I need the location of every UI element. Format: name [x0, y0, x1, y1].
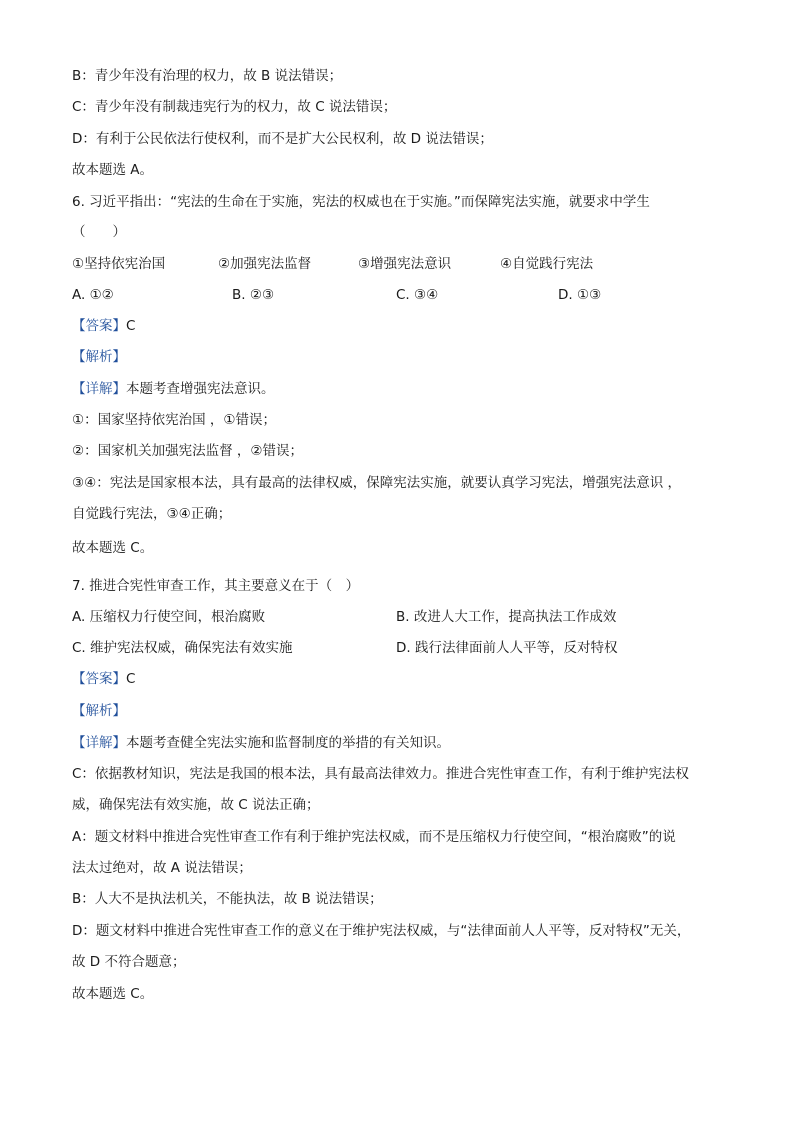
q6-item-2: ②加强宪法监督	[218, 256, 312, 272]
q6-detail	[72, 379, 275, 399]
q5-option-b-analysis: B：青少年没有治理的权力，故 B 说法错误；	[72, 68, 343, 84]
q5-option-d-analysis: D：有利于公民依法行使权利，而不是扩大公民权利，故 D 说法错误；	[72, 131, 493, 147]
q7-line-3: A：题文材料中推进合宪性审查工作有利于维护宪法权威，而不是压缩权力行使空间，“根治腐败”的说	[72, 829, 676, 845]
q6-analysis-tag: 【解析】	[72, 349, 126, 365]
q6-answer	[72, 316, 135, 336]
q7-detail	[72, 733, 450, 753]
q7-conclusion: 故本题选 C。	[72, 986, 154, 1002]
q7-line-7: 故 D 不符合题意；	[72, 954, 186, 970]
q6-option-d: D. ①③	[558, 287, 602, 303]
q7-option-c: C. 维护宪法权威，确保宪法有效实施	[72, 640, 293, 656]
q7-line-1: C：依据教材知识，宪法是我国的根本法，具有最高法律效力。推进合宪性审查工作，有利于维护宪法权	[72, 766, 689, 782]
q6-line-2: ②：国家机关加强宪法监督 ，②错误；	[72, 443, 303, 459]
answer-tag: 【答案】	[72, 671, 126, 687]
q6-item-1: ①坚持依宪治国	[72, 256, 166, 272]
detail-text: 本题考查增强宪法意识。	[126, 381, 275, 397]
detail-tag: 【详解】	[72, 735, 126, 751]
q7-answer	[72, 669, 135, 689]
q5-option-c-analysis: C：青少年没有制裁违宪行为的权力，故 C 说法错误；	[72, 99, 397, 115]
q7-option-a: A. 压缩权力行使空间，根治腐败	[72, 609, 266, 625]
q6-answer-paren: （ ）	[72, 224, 126, 240]
q7-line-4: 法太过绝对，故 A 说法错误；	[72, 860, 252, 876]
q7-analysis-tag: 【解析】	[72, 703, 126, 719]
detail-text: 本题考查健全宪法实施和监督制度的举措的有关知识。	[126, 735, 450, 751]
answer-value: C	[126, 318, 136, 334]
q6-item-4: ④自觉践行宪法	[500, 256, 594, 272]
q7-line-5: B：人大不是执法机关，不能执法，故 B 说法错误；	[72, 891, 383, 907]
q6-line-4: 自觉践行宪法，③④正确；	[72, 506, 232, 522]
q7-stem: 7. 推进合宪性审查工作，其主要意义在于（ ）	[72, 578, 360, 594]
q7-option-b: B. 改进人大工作，提高执法工作成效	[396, 609, 617, 625]
answer-tag: 【答案】	[72, 318, 126, 334]
q6-option-b: B. ②③	[232, 287, 275, 303]
answer-value: C	[126, 671, 136, 687]
q7-line-2: 威，确保宪法有效实施，故 C 说法正确；	[72, 797, 320, 813]
q7-line-6: D：题文材料中推进合宪性审查工作的意义在于维护宪法权威，与“法律面前人人平等，反对特权”无关，	[72, 923, 691, 939]
detail-tag: 【详解】	[72, 381, 126, 397]
q6-stem: 6. 习近平指出：“宪法的生命在于实施，宪法的权威也在于实施。”而保障宪法实施，就要求中学生	[72, 194, 650, 210]
q6-item-3: ③增强宪法意识	[358, 256, 452, 272]
q6-line-3: ③④：宪法是国家根本法，具有最高的法律权威，保障宪法实施，就要认真学习宪法，增强宪法意识 ，	[72, 475, 681, 491]
q6-conclusion: 故本题选 C。	[72, 540, 154, 556]
q6-option-a: A. ①②	[72, 287, 114, 303]
q7-option-d: D. 践行法律面前人人平等，反对特权	[396, 640, 618, 656]
q6-line-1: ①：国家坚持依宪治国 ，①错误；	[72, 412, 276, 428]
q6-option-c: C. ③④	[396, 287, 439, 303]
q5-conclusion: 故本题选 A。	[72, 162, 154, 178]
